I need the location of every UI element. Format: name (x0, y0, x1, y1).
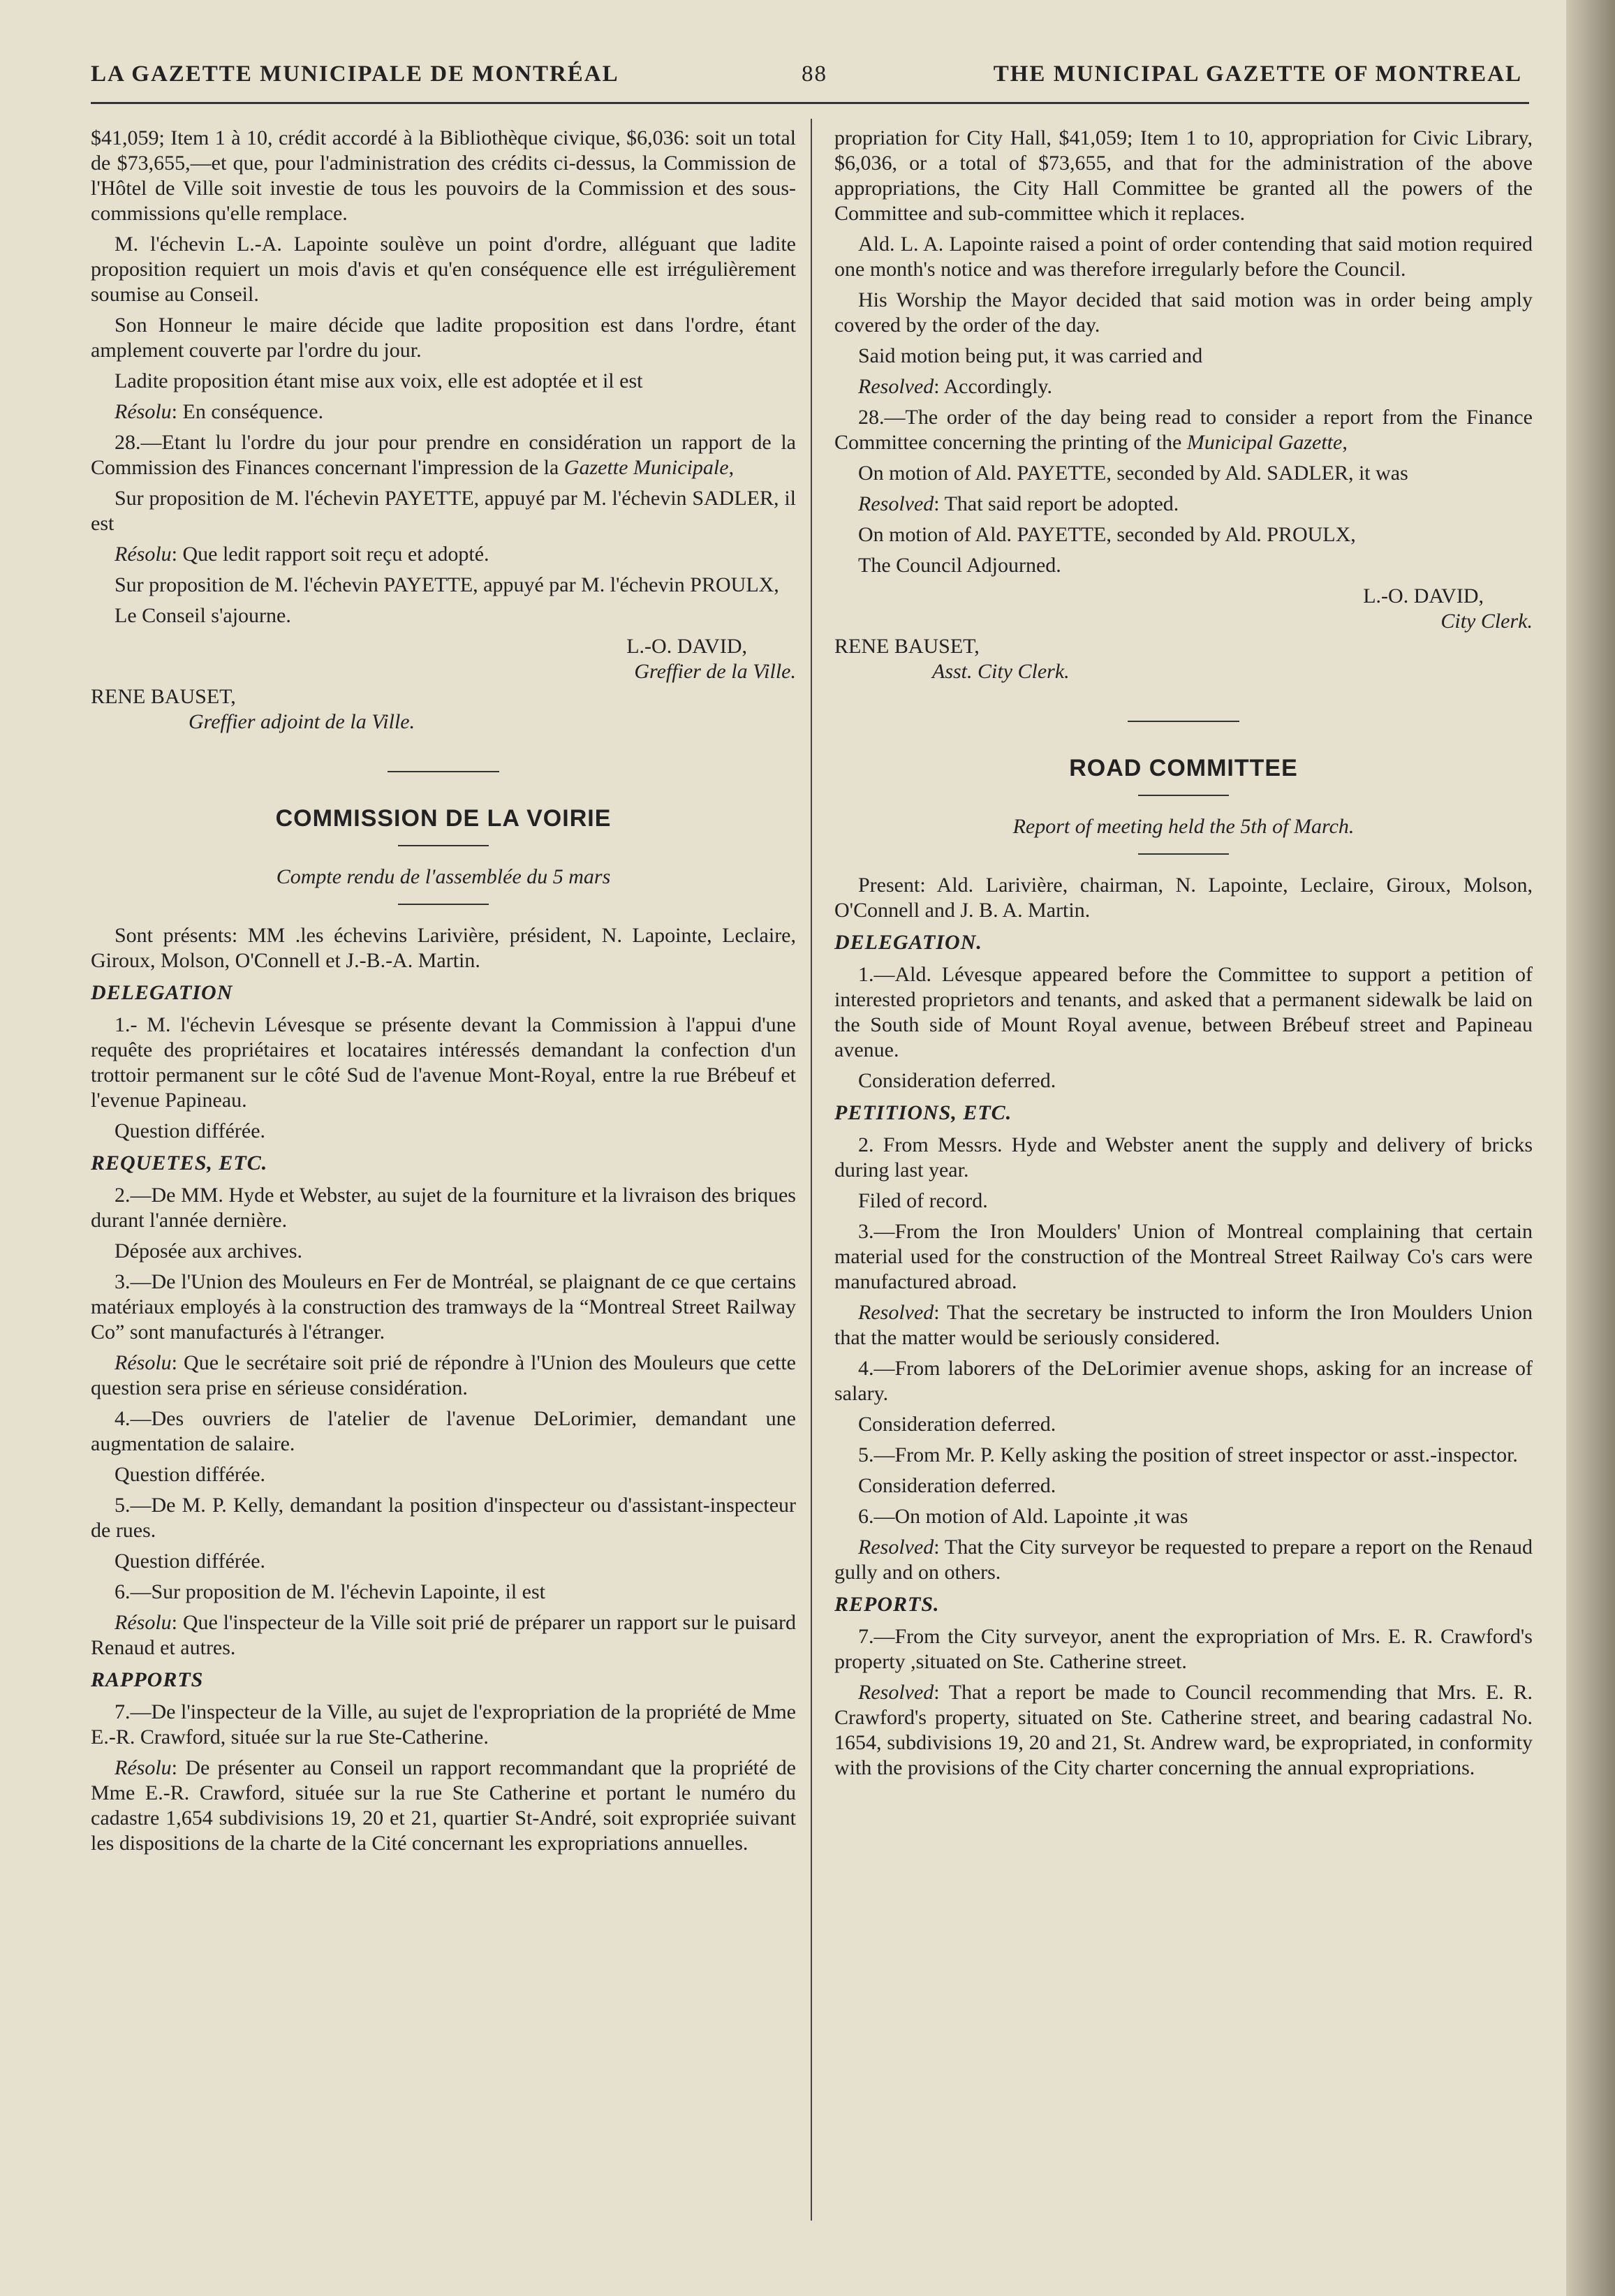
item: 1.- M. l'échevin Lévesque se présente devant la Commission à l'appui d'une requête des propriétaires et locataires intéressés demandant la confection d'un trottoir permanent sur le côté Sud de l'avenue Mont-Royal, entre la rue Brébeuf et l'evenue Papineau. (91, 1013, 796, 1112)
resolution-label: Resolved (858, 1681, 934, 1704)
item: 2. From Messrs. Hyde and Webster anent the supply and delivery of bricks during last year. (834, 1133, 1533, 1182)
section-heading: ROAD COMMITTEE (1069, 755, 1298, 781)
paragraph (91, 542, 796, 567)
item (91, 1351, 796, 1401)
french-column (91, 126, 796, 1862)
header-english-title: THE MUNICIPAL GAZETTE OF MONTREAL (993, 61, 1522, 87)
heading-rule (398, 904, 489, 905)
paragraph: On motion of Ald. PAYETTE, seconded by Ald. SADLER, it was (858, 462, 1408, 485)
assistant-clerk-name: RENE BAUSET, (91, 685, 236, 708)
paragraph: M. l'échevin L.-A. Lapointe soulève un point d'ordre, alléguant que ladite proposition requiert un mois d'avis et qu'en conséquence elle est irrégulièrement soumise au Conseil. (91, 233, 796, 306)
item: 2.—De MM. Hyde et Webster, au sujet de la fourniture et la livraison des briques durant l'année dernière. (91, 1184, 796, 1232)
page-header (91, 61, 1522, 103)
resolution-text: : Que le secrétaire soit prié de répondre à l'Union des Mouleurs que cette question sera prise en sérieuse considération. (91, 1351, 796, 1399)
section-heading: COMMISSION DE LA VOIRIE (275, 805, 612, 832)
paragraph (91, 430, 796, 480)
meeting-subheading: Compte rendu de l'assemblée du 5 mars (276, 865, 611, 888)
paragraph: Said motion being put, it was carried and (858, 344, 1203, 367)
resolution-text: : En conséquence. (171, 400, 324, 423)
publication-name: Gazette Municipale (563, 456, 729, 479)
item: 3.—De l'Union des Mouleurs en Fer de Montréal, se plaignant de ce que certains matériaux employés à la construction des tramways de la “Montreal Street Railway Co” sont manufacturés à l'étranger. (91, 1270, 796, 1344)
signature-block (91, 634, 796, 735)
item-status: Consideration deferred. (858, 1413, 1056, 1436)
attendance: Sont présents: MM .les échevins Larivière, président, N. Lapointe, Leclaire, Giroux, Molson, O'Connell et J.-B.-A. Martin. (91, 924, 796, 972)
subsection-title: REQUETES, ETC. (91, 1151, 268, 1175)
item-status: Consideration deferred. (858, 1069, 1056, 1092)
attendance: Present: Ald. Larivière, chairman, N. Lapointe, Leclaire, Giroux, Molson, O'Connell and J. B. A. Martin. (834, 874, 1533, 922)
resolution-text: : That the City surveyor be requested to prepare a report on the Renaud gully and on others. (834, 1536, 1533, 1584)
item (91, 1756, 796, 1856)
item-status: Question différée. (115, 1550, 266, 1573)
resolution-label: Resolved (858, 1536, 934, 1559)
page-number: 88 (802, 61, 827, 87)
clerk-title: City Clerk. (1440, 610, 1533, 633)
clerk-name: L.-O. DAVID, (1363, 584, 1484, 608)
paragraph (834, 492, 1533, 517)
item-status: Filed of record. (858, 1189, 988, 1212)
page-edge-shadow (1566, 0, 1615, 2296)
resolution-text: : That the secretary be instructed to inform the Iron Moulders Union that the matter would be seriously considered. (834, 1301, 1533, 1349)
heading-rule (398, 845, 489, 846)
item-status: Déposée aux archives. (115, 1239, 303, 1263)
item: 7.—From the City surveyor, anent the expropriation of Mrs. E. R. Crawford's property ,situated on Ste. Catherine street. (834, 1625, 1533, 1673)
header-french-title: LA GAZETTE MUNICIPALE DE MONTRÉAL (91, 61, 619, 87)
item: 7.—De l'inspecteur de la Ville, au sujet de l'expropriation de la propriété de Mme E.-R. Crawford, située sur la rue Ste-Catherine. (91, 1700, 796, 1749)
item (834, 1535, 1533, 1585)
item (834, 1300, 1533, 1351)
paragraph-text: , (1342, 431, 1348, 454)
section-rule (388, 771, 499, 772)
resolution-label: Résolu (115, 543, 172, 566)
english-column (834, 126, 1533, 1786)
item-status: Consideration deferred. (858, 1474, 1056, 1497)
item (834, 1680, 1533, 1781)
resolution-label: Resolved (858, 1301, 934, 1324)
paragraph: $41,059; Item 1 à 10, crédit accordé à la Bibliothèque civique, $6,036: soit un total de $73,655,—et que, pour l'administration des crédits ci-dessus, la Commission de l'Hôtel de Ville soit investie de tous les pouvoirs de la Commission et des sous-commissions qu'elle remplace. (91, 126, 796, 225)
column-divider (811, 119, 812, 2221)
item (91, 1610, 796, 1661)
heading-rule (1138, 853, 1229, 855)
resolution-text: : Accordingly. (934, 375, 1052, 398)
paragraph: Sur proposition de M. l'échevin PAYETTE, appuyé par M. l'échevin PROULX, (115, 573, 779, 596)
item-status: Question différée. (115, 1463, 266, 1486)
heading-rule (1138, 795, 1229, 796)
paragraph: On motion of Ald. PAYETTE, seconded by Ald. PROULX, (858, 523, 1356, 546)
header-rule (91, 102, 1529, 104)
assistant-clerk-title: Asst. City Clerk. (932, 660, 1070, 683)
resolution-label: Résolu (115, 400, 172, 423)
paragraph (91, 399, 796, 425)
subsection-title: REPORTS. (834, 1593, 940, 1616)
subsection-title: RAPPORTS (91, 1668, 204, 1691)
clerk-title: Greffier de la Ville. (634, 660, 796, 683)
paragraph: propriation for City Hall, $41,059; Item 1 to 10, appropriation for Civic Library, $6,036, or a total of $73,655, and that for the administration of the above appropriations, the City Hall Committee be granted all the powers of the Committee and sub-committee which it replaces. (834, 126, 1533, 225)
resolution-text: : Que ledit rapport soit reçu et adopté. (171, 543, 489, 566)
resolution-label: Resolved (858, 375, 934, 398)
item: 5.—From Mr. P. Kelly asking the position of street inspector or asst.-inspector. (858, 1443, 1518, 1466)
paragraph: The Council Adjourned. (858, 554, 1061, 577)
meeting-subheading: Report of meeting held the 5th of March. (1012, 815, 1355, 838)
subsection-title: PETITIONS, ETC. (834, 1101, 1012, 1124)
resolution-label: Résolu (115, 1611, 172, 1634)
subsection-title: DELEGATION (91, 981, 233, 1004)
subsection-title: DELEGATION. (834, 931, 982, 954)
paragraph-text: , (728, 456, 735, 479)
section-rule (1128, 721, 1239, 722)
item-status: Question différée. (115, 1119, 266, 1142)
paragraph: Ladite proposition étant mise aux voix, elle est adoptée et il est (115, 369, 643, 392)
paragraph-text: 28.—Etant lu l'ordre du jour pour prendre en considération un rapport de la Commission des Finances concernant l'impression de la (91, 431, 796, 479)
resolution-label: Résolu (115, 1351, 172, 1374)
assistant-clerk-name: RENE BAUSET, (834, 635, 980, 658)
item: 4.—From laborers of the DeLorimier avenue shops, asking for an increase of salary. (834, 1357, 1533, 1405)
paragraph: His Worship the Mayor decided that said motion was in order being amply covered by the order of the day. (834, 288, 1533, 337)
resolution-text: : De présenter au Conseil un rapport recommandant que la propriété de Mme E.-R. Crawford, située sur la rue Ste Catherine et portant le numéro du cadastre 1,654 subdivisions 19, 20 et 21, quartier St-André, soit expropriée suivant les dispositions de la charte de la Cité concernant les expropriations annuelles. (91, 1756, 796, 1855)
paragraph: Sur proposition de M. l'échevin PAYETTE, appuyé par M. l'échevin SADLER, il est (91, 487, 796, 535)
item: 6.—Sur proposition de M. l'échevin Lapointe, il est (115, 1580, 545, 1603)
resolution-text: : That a report be made to Council recommending that Mrs. E. R. Crawford's property, situated on Ste. Catherine street, and bearing cadastral No. 1654, subdivisions 19, 20 and 21, St. Andrew ward, be expropriated, in conformity with the provisions of the City charter concerning the annual expropriations. (834, 1681, 1533, 1779)
resolution-label: Resolved (858, 492, 934, 515)
paragraph: Le Conseil s'ajourne. (115, 604, 291, 627)
clerk-name: L.-O. DAVID, (626, 635, 747, 658)
assistant-clerk-title: Greffier adjoint de la Ville. (189, 710, 415, 733)
resolution-text: : That said report be adopted. (934, 492, 1179, 515)
paragraph-text: 28.—The order of the day being read to consider a report from the Finance Committee concerning the printing of the (834, 406, 1533, 454)
resolution-text: : Que l'inspecteur de la Ville soit prié de préparer un rapport sur le puisard Renaud et autres. (91, 1611, 796, 1659)
paragraph: Ald. L. A. Lapointe raised a point of order contending that said motion required one month's notice and was therefore irregularly before the Council. (834, 233, 1533, 281)
item: 6.—On motion of Ald. Lapointe ,it was (858, 1505, 1188, 1528)
signature-block (834, 584, 1533, 684)
resolution-label: Résolu (115, 1756, 172, 1779)
item: 5.—De M. P. Kelly, demandant la position d'inspecteur ou d'assistant-inspecteur de rues. (91, 1494, 796, 1542)
paragraph (834, 405, 1533, 455)
paragraph: Son Honneur le maire décide que ladite proposition est dans l'ordre, étant amplement couverte par l'ordre du jour. (91, 314, 796, 362)
item: 1.—Ald. Lévesque appeared before the Committee to support a petition of interested proprietors and tenants, and asked that a permanent sidewalk be laid on the South side of Mount Royal avenue, between Brébeuf street and Papineau avenue. (834, 963, 1533, 1061)
publication-name: Municipal Gazette (1186, 431, 1343, 454)
item: 3.—From the Iron Moulders' Union of Montreal complaining that certain material used for the construction of the Montreal Street Railway Co's cars were manufactured abroad. (834, 1220, 1533, 1293)
paragraph (834, 374, 1533, 399)
item: 4.—Des ouvriers de l'atelier de l'avenue DeLorimier, demandant une augmentation de salaire. (91, 1407, 796, 1455)
